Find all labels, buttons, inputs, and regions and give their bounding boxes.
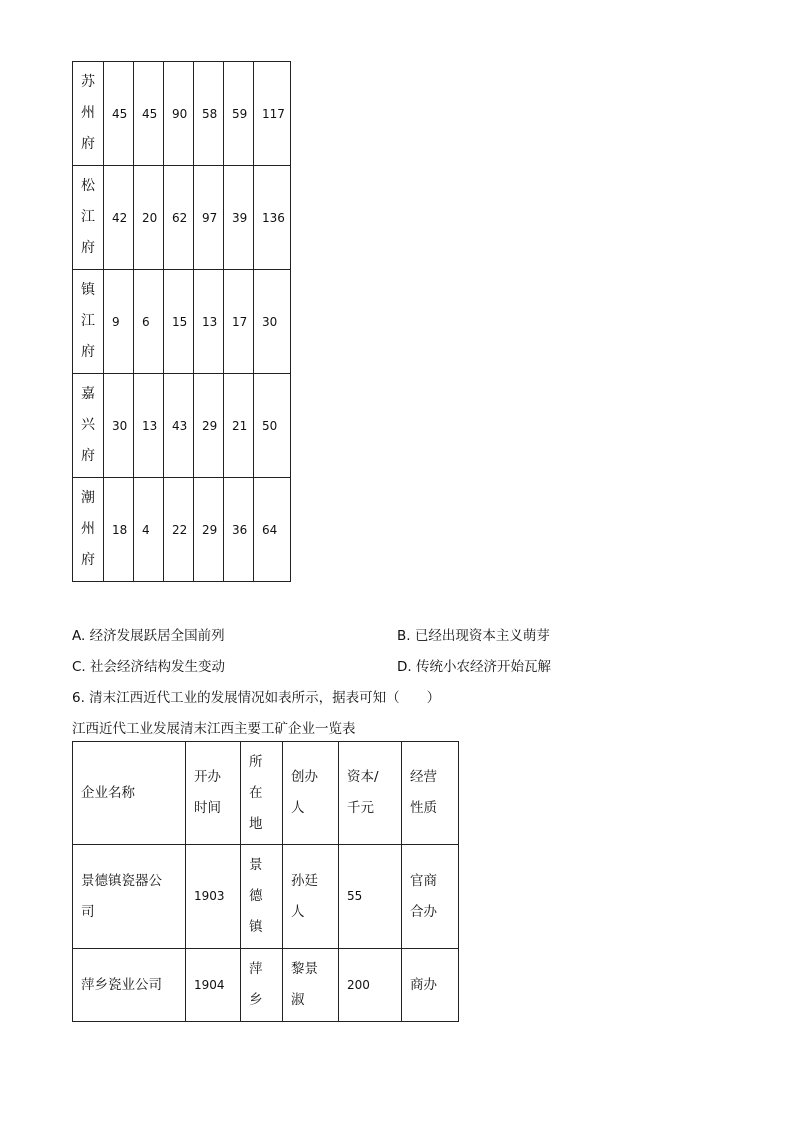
table-cell bbox=[402, 949, 459, 1022]
value-cell: 30 bbox=[104, 374, 134, 478]
value-cell: 13 bbox=[194, 270, 224, 374]
value-cell: 21 bbox=[224, 374, 254, 478]
table-row bbox=[73, 478, 291, 582]
value-cell: 13 bbox=[134, 374, 164, 478]
header-line: 企业名称 bbox=[81, 784, 135, 801]
table-row bbox=[73, 374, 291, 478]
prefecture-name-char: 州 bbox=[81, 105, 95, 121]
cell-line: 人 bbox=[291, 903, 305, 920]
prefecture-name-cell bbox=[73, 166, 104, 270]
value-cell: 45 bbox=[134, 62, 164, 166]
cell-line: 德 bbox=[249, 888, 263, 904]
table-cell bbox=[339, 845, 402, 949]
table-cell bbox=[241, 949, 283, 1022]
prefecture-name-char: 府 bbox=[81, 448, 95, 464]
cell-line: 合办 bbox=[410, 903, 437, 920]
cell-line: 商办 bbox=[410, 976, 437, 993]
value-cell: 97 bbox=[194, 166, 224, 270]
cell-line: 55 bbox=[347, 889, 363, 903]
value-cell: 136 bbox=[254, 166, 291, 270]
column-header bbox=[283, 742, 339, 845]
header-row bbox=[73, 742, 459, 845]
prefecture-name-char: 府 bbox=[81, 344, 95, 360]
enterprise-table bbox=[72, 741, 459, 1022]
table-cell bbox=[73, 949, 186, 1022]
cell-line: 景德镇瓷器公 bbox=[81, 872, 162, 889]
prefecture-name-cell bbox=[73, 478, 104, 582]
value-cell: 117 bbox=[254, 62, 291, 166]
value-cell: 58 bbox=[194, 62, 224, 166]
column-header bbox=[241, 742, 283, 845]
table-row bbox=[73, 949, 459, 1022]
cell-line: 官商 bbox=[410, 872, 437, 889]
value-cell: 39 bbox=[224, 166, 254, 270]
value-cell: 43 bbox=[164, 374, 194, 478]
table-cell bbox=[241, 845, 283, 949]
cell-line: 孙廷 bbox=[291, 872, 318, 889]
value-cell: 62 bbox=[164, 166, 194, 270]
prefecture-name-char: 州 bbox=[81, 521, 95, 537]
table-cell bbox=[186, 949, 241, 1022]
table-row bbox=[73, 166, 291, 270]
prefecture-name-cell bbox=[73, 270, 104, 374]
prefecture-name-cell bbox=[73, 374, 104, 478]
header-line: 资本/ bbox=[347, 769, 379, 785]
table-cell bbox=[186, 845, 241, 949]
option-a[interactable]: A. 经济发展跃居全国前列 bbox=[72, 628, 225, 644]
value-cell: 59 bbox=[224, 62, 254, 166]
value-cell: 22 bbox=[164, 478, 194, 582]
table-row bbox=[73, 845, 459, 949]
option-b[interactable]: B. 已经出现资本主义萌芽 bbox=[397, 628, 550, 644]
header-line: 开办 bbox=[194, 769, 221, 785]
cell-line: 萍 bbox=[249, 961, 263, 977]
cell-line: 景 bbox=[249, 857, 263, 873]
option-c[interactable]: C. 社会经济结构发生变动 bbox=[72, 659, 226, 675]
cell-line: 1903 bbox=[194, 889, 225, 903]
prefecture-name-char: 镇 bbox=[81, 282, 95, 298]
cell-line: 1904 bbox=[194, 977, 225, 992]
cell-line: 司 bbox=[81, 903, 95, 920]
header-line: 创办 bbox=[291, 769, 318, 785]
cell-line: 200 bbox=[347, 977, 370, 992]
value-cell: 30 bbox=[254, 270, 291, 374]
prefecture-name-cell bbox=[73, 62, 104, 166]
value-cell: 90 bbox=[164, 62, 194, 166]
prefecture-name-char: 江 bbox=[81, 209, 95, 225]
value-cell: 45 bbox=[104, 62, 134, 166]
option-d[interactable]: D. 传统小农经济开始瓦解 bbox=[397, 659, 551, 675]
cell-line: 乡 bbox=[249, 992, 263, 1008]
prefecture-name-char: 江 bbox=[81, 313, 95, 329]
value-cell: 29 bbox=[194, 374, 224, 478]
value-cell: 4 bbox=[134, 478, 164, 582]
prefecture-name-char: 潮 bbox=[81, 490, 95, 506]
cell-line: 镇 bbox=[249, 919, 263, 935]
prefecture-name-char: 松 bbox=[81, 178, 95, 194]
table-cell bbox=[339, 949, 402, 1022]
table-caption: 江西近代工业发展清末江西主要工矿企业一览表 bbox=[72, 721, 356, 737]
value-cell: 6 bbox=[134, 270, 164, 374]
cell-line: 淑 bbox=[291, 992, 305, 1008]
question-6-text: 6. 清末江西近代工业的发展情况如表所示，据表可知（ ） bbox=[72, 690, 441, 706]
prefecture-name-char: 兴 bbox=[81, 417, 95, 433]
cell-line: 萍乡瓷业公司 bbox=[81, 976, 162, 993]
value-cell: 64 bbox=[254, 478, 291, 582]
value-cell: 50 bbox=[254, 374, 291, 478]
prefecture-name-char: 府 bbox=[81, 136, 95, 152]
cell-line: 黎景 bbox=[291, 961, 318, 977]
table-row bbox=[73, 62, 291, 166]
column-header bbox=[402, 742, 459, 845]
value-cell: 17 bbox=[224, 270, 254, 374]
table-cell bbox=[283, 845, 339, 949]
header-line: 人 bbox=[291, 800, 305, 816]
table-cell bbox=[402, 845, 459, 949]
table-cell bbox=[73, 845, 186, 949]
value-cell: 29 bbox=[194, 478, 224, 582]
header-line: 在 bbox=[249, 784, 263, 801]
value-cell: 42 bbox=[104, 166, 134, 270]
header-line: 所 bbox=[249, 753, 263, 770]
table-row bbox=[73, 270, 291, 374]
value-cell: 15 bbox=[164, 270, 194, 374]
prefecture-name-char: 府 bbox=[81, 240, 95, 256]
header-line: 时间 bbox=[194, 800, 221, 816]
header-line: 千元 bbox=[347, 800, 374, 816]
prefecture-data-table bbox=[72, 61, 291, 582]
prefecture-name-char: 苏 bbox=[81, 74, 95, 90]
value-cell: 9 bbox=[104, 270, 134, 374]
prefecture-name-char: 嘉 bbox=[81, 386, 95, 402]
header-line: 性质 bbox=[410, 800, 437, 816]
column-header bbox=[73, 742, 186, 845]
column-header bbox=[186, 742, 241, 845]
table-cell bbox=[283, 949, 339, 1022]
header-line: 经营 bbox=[410, 769, 437, 785]
column-header bbox=[339, 742, 402, 845]
value-cell: 18 bbox=[104, 478, 134, 582]
value-cell: 20 bbox=[134, 166, 164, 270]
header-line: 地 bbox=[249, 815, 263, 832]
prefecture-name-char: 府 bbox=[81, 552, 95, 568]
value-cell: 36 bbox=[224, 478, 254, 582]
